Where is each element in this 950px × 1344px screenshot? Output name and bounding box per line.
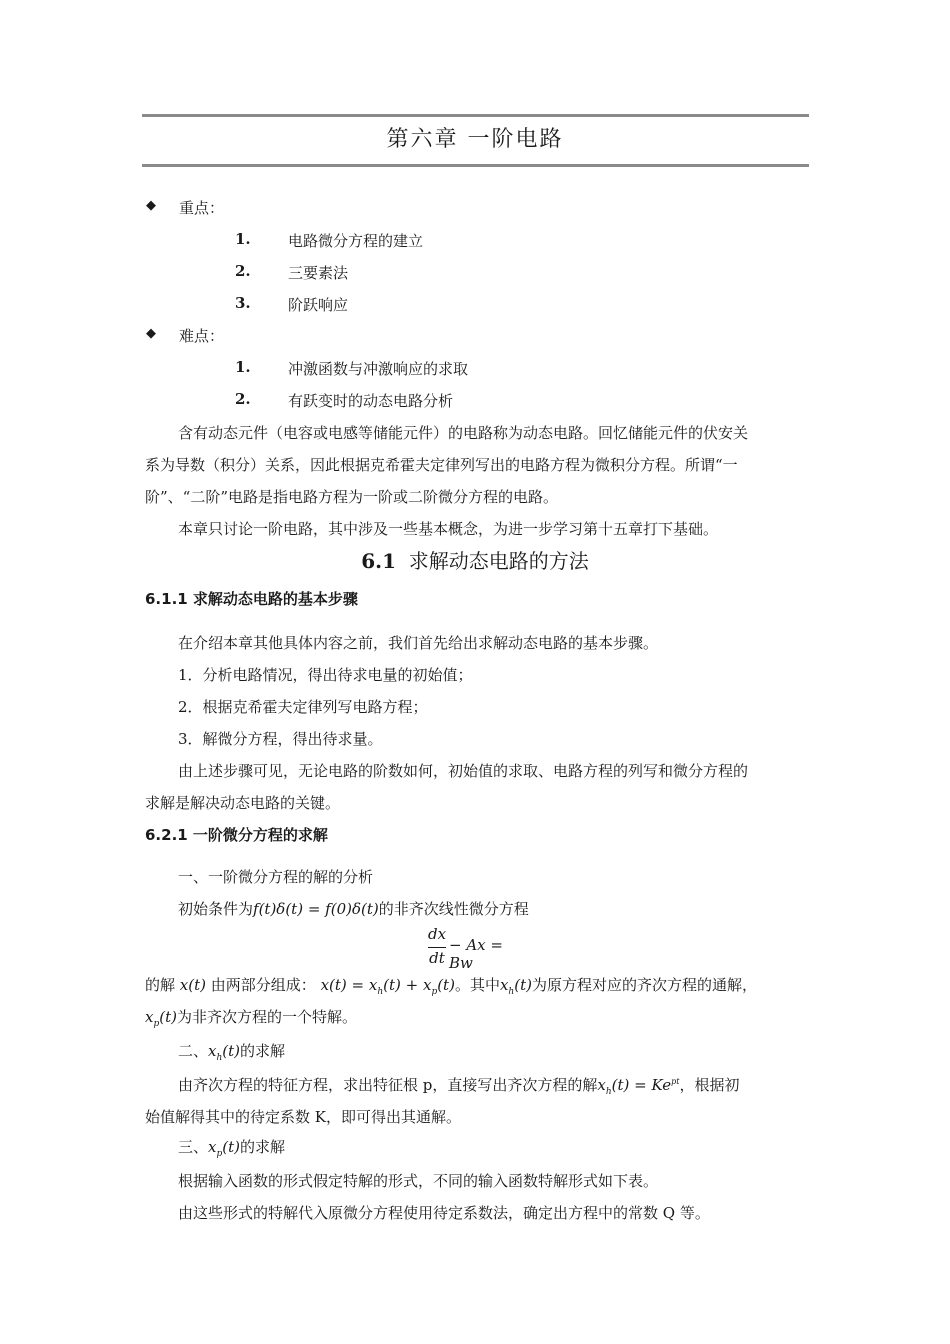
solution-text: 为非齐次方程的一个特解。 xyxy=(176,1008,357,1026)
part-three-prefix: 三、 xyxy=(178,1138,209,1156)
subsection-heading-6-2-1: 6.2.1 一阶微分方程的求解 xyxy=(145,826,328,844)
math-xp-t: $x_p(t)$ xyxy=(208,1138,240,1159)
solution-text: 。其中 xyxy=(454,976,500,994)
equation-numerator: dx xyxy=(427,925,447,943)
differential-equation xyxy=(427,925,527,971)
intro-paragraph-line: 含有动态元件（电容或电感等储能元件）的电路称为动态电路。回忆储能元件的伏安关 xyxy=(178,424,749,442)
step-item: 1．分析电路情况，得出待求电量的初始值； xyxy=(178,666,473,684)
part-one-title: 一、一阶微分方程的解的分析 xyxy=(178,868,374,886)
section-heading-6-1 xyxy=(0,545,950,574)
part-two-body-line: 始值解得其中的待定系数 K，即可得出其通解。 xyxy=(145,1108,461,1126)
key-point-text: 阶跃响应 xyxy=(288,296,349,314)
difficult-point-text: 有跃变时的动态电路分析 xyxy=(288,392,454,410)
part-two-title xyxy=(178,1040,285,1063)
math-xh-t: $x_h(t)$ xyxy=(208,1042,241,1063)
difficult-point-number: 1. xyxy=(235,358,251,376)
difficult-points-label: 难点： xyxy=(179,327,225,345)
step-item: 3．解微分方程，得出待求量。 xyxy=(178,730,383,748)
solution-text: 由两部分组成： xyxy=(210,976,316,994)
solution-text: 为原方程对应的齐次方程的通解， xyxy=(531,976,757,994)
key-point-number: 1. xyxy=(235,230,251,248)
difficult-point-number: 2. xyxy=(235,390,251,408)
key-point-number: 2. xyxy=(235,262,251,280)
subsection-heading-6-1-1: 6.1.1 求解动态电路的基本步骤 xyxy=(145,590,358,608)
difficult-point-text: 冲激函数与冲激响应的求取 xyxy=(288,360,469,378)
section-number: 6.1 xyxy=(361,549,397,573)
chapter-title: 第六章 一阶电路 xyxy=(386,127,564,152)
diamond-bullet-icon: ◆ xyxy=(146,326,156,341)
particular-solution-line xyxy=(145,1006,357,1029)
bottom-rule xyxy=(142,164,809,167)
steps-conclusion-line: 求解是解决动态电路的关键。 xyxy=(145,794,341,812)
math-homogeneous-solution: $x_h(t) = Ke^{pt}$ xyxy=(597,1076,680,1097)
initial-condition-suffix: 的非齐次线性微分方程 xyxy=(378,900,529,918)
key-point-text: 三要素法 xyxy=(288,264,349,282)
fraction-bar xyxy=(428,947,446,948)
equation-denominator: dt xyxy=(429,949,445,967)
intro-paragraph-line: 阶”、“二阶”电路是指电路方程为一阶或二阶微分方程的电路。 xyxy=(145,488,559,506)
steps-conclusion-line: 由上述步骤可见，无论电路的阶数如何，初始值的求取、电路方程的列写和微分方程的 xyxy=(178,762,749,780)
equation-rest: − Ax = Bw xyxy=(449,936,503,972)
part-three-body-line: 由这些形式的特解代入原微分方程使用待定系数法，确定出方程中的常数 Q 等。 xyxy=(178,1204,710,1222)
step-item: 2．根据克希霍夫定律列写电路方程； xyxy=(178,698,428,716)
diamond-bullet-icon: ◆ xyxy=(146,198,156,213)
steps-intro: 在介绍本章其他具体内容之前，我们首先给出求解动态电路的基本步骤。 xyxy=(178,634,659,652)
part-two-body-line xyxy=(178,1074,740,1097)
key-point-number: 3. xyxy=(235,294,251,312)
math-x-t: x(t) xyxy=(179,976,206,994)
part-two-prefix: 二、 xyxy=(178,1042,209,1060)
part-two-suffix: 的求解 xyxy=(240,1042,286,1060)
math-xh-t: $x_h(t)$ xyxy=(499,976,532,997)
solution-line xyxy=(145,974,757,997)
part-two-text: ，根据初 xyxy=(679,1076,740,1094)
solution-text: 的解 xyxy=(145,976,176,994)
initial-condition-formula: f(t)δ(t) = f(0)δ(t) xyxy=(253,900,379,918)
top-rule xyxy=(142,114,809,117)
part-three-body-line: 根据输入函数的形式假定特解的形式，不同的输入函数特解形式如下表。 xyxy=(178,1172,659,1190)
initial-condition-line xyxy=(178,898,529,919)
intro-paragraph-line: 本章只讨论一阶电路，其中涉及一些基本概念，为进一步学习第十五章打下基础。 xyxy=(178,520,719,538)
math-xp-t: $x_p(t)$ xyxy=(145,1008,177,1029)
part-two-text: 由齐次方程的特征方程，求出特征根 p，直接写出齐次方程的解 xyxy=(178,1076,598,1094)
intro-paragraph-line: 系为导数（积分）关系，因此根据克希霍夫定律列写出的电路方程为微积分方程。所谓“一 xyxy=(145,456,738,474)
key-points-label: 重点： xyxy=(179,199,225,217)
part-three-title xyxy=(178,1136,285,1159)
initial-condition-prefix: 初始条件为 xyxy=(178,900,254,918)
section-title: 求解动态电路的方法 xyxy=(408,549,589,573)
key-point-text: 电路微分方程的建立 xyxy=(288,232,424,250)
part-three-suffix: 的求解 xyxy=(239,1138,285,1156)
math-solution-decomposition: $x(t) = x_h(t) + x_p(t)$ xyxy=(320,976,455,997)
